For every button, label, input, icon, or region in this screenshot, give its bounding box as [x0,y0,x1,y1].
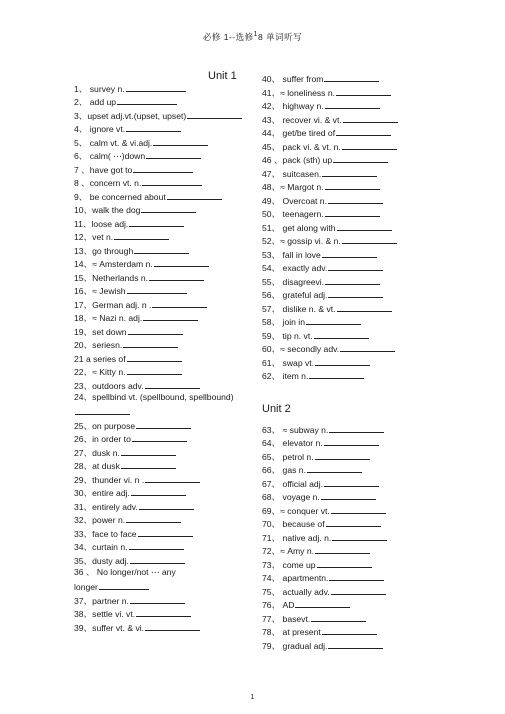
vocab-text: 16、≈ Jewish [74,286,126,296]
vocab-item [262,464,362,475]
answer-blank[interactable] [146,150,201,159]
answer-blank[interactable] [325,181,380,190]
vocab-text: 37、partner n. [74,596,129,606]
vocab-item [262,545,370,556]
vocab-item [74,447,176,458]
vocab-item [74,474,200,485]
vocab-text: 70、 because of [262,519,325,529]
answer-blank[interactable] [325,208,380,217]
vocab-item [262,168,377,179]
answer-blank[interactable] [315,357,370,366]
vocab-text: 6、 calm( ⋯)down [74,151,146,161]
vocab-item [74,568,176,577]
answer-blank[interactable] [154,258,209,267]
vocab-text: 54、 exactly adv. [262,263,328,273]
answer-blank[interactable] [321,491,376,500]
vocab-item [262,100,380,111]
answer-blank[interactable] [295,599,350,608]
vocab-text: 45、 pack vi. & vt. n. [262,142,341,152]
vocab-text: 20、seriesn. [74,340,123,350]
answer-blank[interactable] [127,353,182,362]
vocab-item [262,599,350,610]
vocab-text: 47、 suitcasen. [262,169,322,179]
vocab-item [74,393,234,402]
vocab-item [262,640,383,651]
vocab-text: 23、outdoors adv. [74,381,144,391]
vocab-text: 74、 apartmentn. [262,573,329,583]
answer-blank[interactable] [311,613,366,622]
vocab-text: 31、entirely adv. [74,502,138,512]
vocab-item [262,559,372,570]
vocab-item [262,613,366,624]
vocab-item [262,208,380,219]
vocab-text: 52、≈ gossip vi. & n. [262,236,341,246]
vocab-item [74,231,169,242]
answer-blank[interactable] [141,204,196,213]
vocab-item [74,312,198,323]
vocab-item [74,137,208,148]
answer-blank[interactable] [145,474,200,483]
vocab-item [74,110,242,121]
vocab-item [74,272,204,283]
vocab-text: 58、 join in [262,317,305,327]
vocab-text: 66、 gas n. [262,465,306,475]
vocab-item [74,622,200,633]
answer-blank[interactable] [142,177,202,186]
answer-blank[interactable] [328,289,383,298]
answer-blank[interactable] [126,83,186,92]
answer-blank[interactable] [307,464,362,473]
answer-blank[interactable] [130,595,185,604]
answer-blank[interactable] [126,514,181,523]
vocab-text: 25、on purpose [74,421,136,431]
vocab-text: 49、 Overcoat n. [262,196,327,206]
vocab-text: 4、 ignore vt. [74,124,126,134]
vocab-text: 41、≈ loneliness n. [262,88,336,98]
unit-2-title: Unit 2 [262,403,291,415]
vocab-item [262,127,391,138]
vocab-text: 60、≈ secondly adv. [262,344,340,354]
vocab-text: 33、face to face [74,529,137,539]
vocab-text: 44、 get/be tired of [262,128,336,138]
answer-blank[interactable] [75,406,130,415]
vocab-item [74,245,189,256]
vocab-text: 79、 gradual adj. [262,641,328,651]
vocab-text: 53、 fall in love [262,250,321,260]
header-superscript: 1 [253,31,259,38]
vocab-text: 26、in order to [74,434,131,444]
vocab-item [262,222,392,233]
vocab-item [74,487,186,498]
vocab-text: 78、 at present [262,627,321,637]
vocab-item [74,218,184,229]
answer-blank[interactable] [187,110,242,119]
vocab-item [74,528,193,539]
answer-blank[interactable] [332,532,387,541]
answer-blank[interactable] [337,303,392,312]
answer-blank[interactable] [343,114,398,123]
answer-blank[interactable] [328,262,383,271]
answer-blank[interactable] [324,73,379,82]
answer-blank[interactable] [136,608,191,617]
vocab-item [74,204,196,215]
vocab-item [262,330,369,341]
answer-blank[interactable] [123,339,178,348]
answer-blank[interactable] [167,191,222,200]
answer-blank[interactable] [134,245,189,254]
page-number: 1 [250,694,255,701]
vocab-text: 48、≈ Margot n. [262,182,324,192]
vocab-item [262,424,384,435]
vocab-item [262,289,383,300]
vocab-item [262,249,377,260]
answer-blank[interactable] [328,195,383,204]
answer-blank[interactable] [326,518,381,527]
vocab-item [74,420,191,431]
answer-blank[interactable] [333,154,388,163]
answer-blank[interactable] [127,285,187,294]
answer-blank[interactable] [129,218,184,227]
answer-blank[interactable] [317,559,372,568]
vocab-item [262,303,392,314]
vocab-text: 51、 get along with [262,223,336,233]
answer-blank[interactable] [331,505,386,514]
vocab-item [74,581,149,592]
answer-blank[interactable] [329,572,384,581]
vocab-text: 12、vet n. [74,232,114,242]
vocab-item [262,276,380,287]
vocab-item [262,491,376,502]
vocab-item [262,586,386,597]
vocab-text: 22、≈ Kitty n. [74,367,126,377]
answer-blank[interactable] [322,626,377,635]
vocab-item [74,123,181,134]
vocab-item [262,316,361,327]
vocab-text: 35、dusty adj. [74,556,129,566]
answer-blank[interactable] [145,622,200,631]
vocab-item [262,141,397,152]
answer-blank[interactable] [342,235,397,244]
vocab-text: longer [74,582,98,592]
answer-blank[interactable] [139,501,194,510]
vocab-text: 19、set down [74,327,127,337]
vocab-item [74,150,201,161]
vocab-text: 40、 suffer from [262,74,324,84]
vocab-item [74,326,183,337]
vocab-item [74,595,185,606]
vocab-item [262,114,398,125]
vocab-item [262,357,370,368]
vocab-item [262,437,379,448]
vocab-item [262,572,384,583]
vocab-item [262,262,383,273]
answer-blank[interactable] [314,330,369,339]
vocab-text: 14、≈ Amsterdam n. [74,259,153,269]
vocab-item [74,83,186,94]
vocab-item [74,433,187,444]
answer-blank[interactable] [145,380,200,389]
vocab-item [74,366,182,377]
vocab-text: 59、 tip n. vt. [262,331,313,341]
header-left: 必修 1--选修 [202,31,254,42]
vocab-item [262,154,388,165]
vocab-text: 73、 come up [262,560,316,570]
vocab-item [262,73,379,84]
answer-blank[interactable] [324,478,379,487]
vocab-text: 29、thunder vi. n . [74,475,145,485]
vocab-item [74,164,193,175]
answer-blank[interactable] [128,326,183,335]
vocab-text: 9、 be concerned about [74,192,166,202]
vocab-text: 11、loose adj. [74,219,129,229]
vocab-text: 7 、have got to [74,165,133,175]
vocab-text: 39、suffer vt. & vi. [74,623,145,633]
vocab-item [262,235,397,246]
answer-blank[interactable] [143,312,198,321]
answer-blank[interactable] [138,528,193,537]
answer-blank[interactable] [133,164,193,173]
vocab-text: 43、 recover vi. & vt. [262,115,342,125]
answer-blank[interactable] [132,433,187,442]
vocab-text: 68、 voyage n. [262,492,320,502]
answer-blank[interactable] [325,100,380,109]
vocab-text: 46 、pack (sth) up [262,155,333,165]
unit-1-title: Unit 1 [208,70,237,82]
answer-blank[interactable] [117,96,177,105]
vocab-item [262,532,387,543]
answer-blank[interactable] [336,87,391,96]
vocab-text: 30、entire adj. [74,488,130,498]
vocab-text: 64、 elevator n. [262,438,323,448]
answer-blank[interactable] [121,460,176,469]
vocab-text: 57、 dislike n. & vt. [262,304,336,314]
answer-blank[interactable] [329,424,384,433]
vocab-item [262,505,386,516]
vocab-item [74,96,177,107]
vocab-text: 21 a series of [74,354,126,364]
answer-blank[interactable] [131,487,186,496]
vocab-item [74,555,185,566]
vocab-item [262,343,395,354]
vocab-item [74,608,191,619]
vocab-item [74,460,176,471]
vocab-item [74,177,202,188]
answer-blank[interactable] [153,137,208,146]
vocab-item [74,258,209,269]
vocab-text: 67、 official adj. [262,479,323,489]
answer-blank[interactable] [129,541,184,550]
answer-blank[interactable] [126,123,181,132]
answer-blank[interactable] [152,299,207,308]
vocab-item [262,626,377,637]
vocab-item [262,478,379,489]
vocab-text: 32、power n. [74,515,126,525]
answer-blank[interactable] [127,366,182,375]
page-header [0,31,505,42]
answer-blank[interactable] [315,451,370,460]
vocab-text: 8 、concern vt. n. [74,178,142,188]
vocab-item [74,299,207,310]
vocab-text: 56、 grateful adj. [262,290,328,300]
answer-blank[interactable] [324,437,379,446]
vocab-text: 77、 basevt. [262,614,311,624]
vocab-item [262,518,381,529]
answer-blank[interactable] [337,222,392,231]
answer-blank[interactable] [342,141,397,150]
vocab-text: 69、≈ conquer vt. [262,506,330,516]
vocab-item [74,285,187,296]
vocab-text: 5、 calm vt. & vi.adj. [74,138,153,148]
vocab-text: 34、curtain n. [74,542,128,552]
vocab-item [74,541,184,552]
answer-blank[interactable] [340,343,395,352]
vocab-text: 38、settle vi. vt. [74,609,136,619]
vocab-item [74,501,194,512]
vocab-item [262,87,391,98]
answer-blank[interactable] [306,316,361,325]
vocab-text: 27、dusk n. [74,448,120,458]
answer-blank[interactable] [315,545,370,554]
vocab-text: 61、 swap vt. [262,358,315,368]
vocab-text: 18、≈ Nazi n. adj. [74,313,143,323]
vocab-item [74,514,181,525]
vocab-text: 75、 actually adv. [262,587,330,597]
vocab-text: 28、at dusk [74,461,120,471]
vocab-text: 1、 survey n. [74,84,125,94]
answer-blank[interactable] [331,586,386,595]
vocab-text: 2、 add up [74,97,117,107]
vocab-text: 3、upset adj.vt.(upset, upset) [74,111,187,121]
vocab-text: 17、German adj. n . [74,300,152,310]
vocab-text: 36 、 No longer/not ⋯ any [74,567,176,577]
answer-blank[interactable] [130,555,185,564]
answer-blank[interactable] [149,272,204,281]
vocab-text: 76、 AD [262,600,295,610]
vocab-item [74,339,178,350]
vocab-text: 24、spellbind vt. (spellbound, spellbound) [74,392,234,402]
vocab-item [262,451,370,462]
vocab-item [262,181,380,192]
vocab-text: 42、 highway n. [262,101,324,111]
header-right: 8 单词听写 [258,31,303,42]
vocab-text: 55、 disagreevi. [262,277,325,287]
vocab-text: 71、 native adj. n. [262,533,332,543]
answer-blank[interactable] [136,420,191,429]
vocab-text: 15、Netherlands n. [74,273,149,283]
answer-blank[interactable] [121,447,176,456]
vocab-item [74,406,130,417]
vocab-item [262,195,383,206]
vocab-text: 65、 petrol n. [262,452,314,462]
answer-blank[interactable] [328,640,383,649]
answer-blank[interactable] [99,581,149,590]
answer-blank[interactable] [114,231,169,240]
vocab-item [74,380,200,391]
vocab-text: 63、 ≈ subway n. [262,425,329,435]
vocab-item [74,353,182,364]
answer-blank[interactable] [325,276,380,285]
vocab-text: 13、go through [74,246,134,256]
vocab-text: 72、≈ Amy n. [262,546,314,556]
vocab-text: 50、 teenagern. [262,209,324,219]
vocab-item [262,370,364,381]
vocab-text: 10、walk the dog [74,205,141,215]
answer-blank[interactable] [322,249,377,258]
answer-blank[interactable] [309,370,364,379]
answer-blank[interactable] [322,168,377,177]
vocab-text: 62、 item n. [262,371,309,381]
vocab-item [74,191,222,202]
answer-blank[interactable] [336,127,391,136]
